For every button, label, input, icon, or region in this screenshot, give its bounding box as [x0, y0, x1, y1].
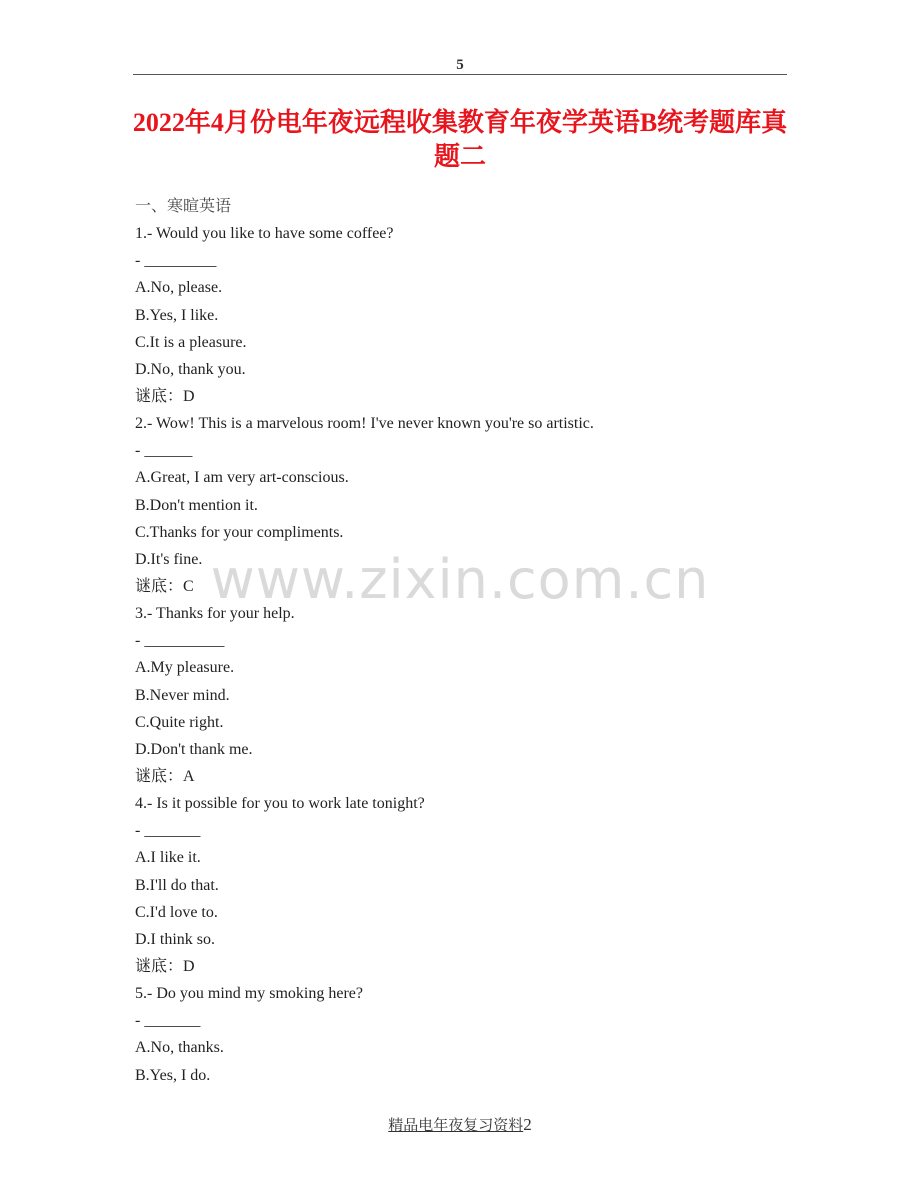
question-4-option-b: B.I'll do that.: [135, 876, 219, 894]
document-title: 2022年4月份电年夜远程收集教育年夜学英语B统考题库真题二: [132, 108, 788, 171]
question-1-prompt: 1.- Would you like to have some coffee?: [135, 225, 394, 243]
question-2-option-d: D.It's fine.: [135, 550, 203, 568]
question-3-option-b: B.Never mind.: [135, 686, 230, 704]
question-3-option-c: C.Quite right.: [135, 713, 224, 731]
question-3-prompt: 3.- Thanks for your help.: [135, 605, 295, 623]
question-2-answer: 谜底：C: [135, 577, 194, 595]
question-1-blank: - _________: [135, 252, 217, 270]
question-2-option-c: C.Thanks for your compliments.: [135, 523, 344, 541]
footer-text: 精品电年夜复习资料: [388, 1118, 524, 1134]
question-5-option-a: A.No, thanks.: [135, 1039, 224, 1057]
question-1-option-a: A.No, please.: [135, 279, 223, 297]
question-4-option-a: A.I like it.: [135, 849, 201, 867]
question-4-blank: - _______: [135, 822, 201, 840]
header-rule: [133, 74, 787, 75]
question-3-answer: 谜底：A: [135, 767, 195, 785]
question-4-option-d: D.I think so.: [135, 930, 215, 948]
question-3-blank: - __________: [135, 632, 225, 650]
question-3-option-d: D.Don't thank me.: [135, 740, 253, 758]
question-5-blank: - _______: [135, 1012, 201, 1030]
question-2-option-b: B.Don't mention it.: [135, 496, 258, 514]
question-1-option-c: C.It is a pleasure.: [135, 333, 247, 351]
question-2-prompt: 2.- Wow! This is a marvelous room! I've never known you're so artistic.: [135, 415, 594, 433]
footer-page-number: 2: [523, 1115, 532, 1134]
question-4-answer: 谜底：D: [135, 957, 195, 975]
footer: [0, 1114, 920, 1135]
question-4-option-c: C.I'd love to.: [135, 903, 218, 921]
question-5-option-b: B.Yes, I do.: [135, 1066, 211, 1084]
watermark: www.zixin.com.cn: [210, 548, 710, 611]
question-1-option-d: D.No, thank you.: [135, 360, 246, 378]
question-3-option-a: A.My pleasure.: [135, 659, 235, 677]
document-body: [135, 193, 785, 1089]
header-page-number: 5: [456, 57, 464, 73]
question-2-option-a: A.Great, I am very art-conscious.: [135, 469, 349, 487]
question-2-blank: - ______: [135, 442, 193, 460]
section-heading: 一、寒暄英语: [135, 198, 232, 215]
question-5-prompt: 5.- Do you mind my smoking here?: [135, 985, 363, 1003]
question-1-answer: 谜底：D: [135, 387, 195, 405]
question-4-prompt: 4.- Is it possible for you to work late tonight?: [135, 795, 425, 813]
question-1-option-b: B.Yes, I like.: [135, 306, 219, 324]
